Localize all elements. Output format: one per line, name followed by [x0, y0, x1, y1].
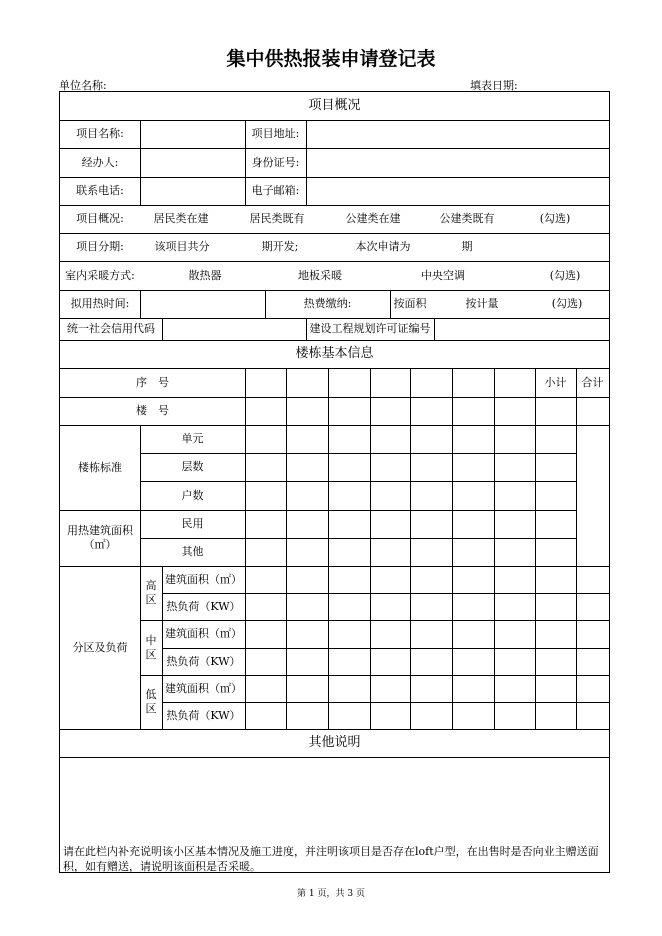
zone-mid-label: 中区	[145, 633, 157, 661]
phase-dev-text: 期开发;	[261, 240, 299, 253]
option-pay-area[interactable]: 按面积	[393, 297, 427, 310]
email-field[interactable]	[306, 177, 609, 205]
option-floor-heating[interactable]: 地板采暖	[298, 268, 342, 282]
permit-no-label: 建设工程规划许可证编号	[309, 322, 431, 335]
registration-form	[59, 91, 610, 873]
mid-area-label: 建筑面积（㎡）	[165, 627, 242, 640]
project-name-label: 项目名称:	[76, 127, 124, 140]
units-label: 单元	[181, 432, 204, 445]
page-footer: 第 1 页，共 3 页	[297, 889, 365, 899]
option-residential-new[interactable]: 居民类在建	[153, 212, 209, 225]
phase-apply-text: 本次申请为	[355, 240, 411, 253]
heating-check-hint: (勾选)	[549, 268, 581, 282]
credit-code-field[interactable]	[162, 318, 306, 340]
zone-low-label: 低区	[145, 688, 157, 715]
other-notes-instruction: 请在此栏内补充说明该小区基本情况及施工进度，并注明该项目是否存在loft户型，在出售时是否向业主赠送面积，如有赠送，请说明该面积是否采暖。	[63, 845, 599, 873]
heating-label: 室内采暖方式:	[65, 268, 135, 282]
seq-label: 序 号	[136, 375, 169, 389]
section-building-info: 楼栋基本信息	[295, 346, 374, 361]
project-address-field[interactable]	[306, 120, 609, 148]
option-central-ac[interactable]: 中央空调	[421, 268, 465, 282]
start-time-field[interactable]	[140, 290, 265, 318]
unit-name-label: 单位名称:	[59, 79, 107, 92]
phone-field[interactable]	[140, 177, 245, 205]
high-load-label: 热负荷（KW）	[166, 599, 241, 613]
credit-code-label: 统一社会信用代码	[67, 322, 155, 335]
option-pay-meter[interactable]: 按计量	[465, 297, 499, 310]
civil-label: 民用	[181, 517, 204, 530]
handler-label: 经办人:	[81, 155, 119, 169]
payment-label: 热费缴纳:	[303, 297, 352, 310]
id-number-label: 身份证号:	[251, 155, 300, 169]
project-name-field[interactable]	[140, 120, 245, 148]
building-no-label: 楼 号	[136, 404, 169, 417]
option-residential-existing[interactable]: 居民类既有	[249, 212, 305, 225]
fill-date-label: 填表日期:	[470, 79, 518, 92]
id-number-field[interactable]	[306, 148, 609, 177]
permit-no-field[interactable]	[434, 318, 609, 340]
check-hint: (勾选)	[539, 212, 571, 225]
low-load-label: 热负荷（KW）	[166, 708, 241, 722]
section-overview: 项目概况	[308, 98, 361, 113]
subtotal-label: 小计	[544, 375, 567, 389]
start-time-label: 拟用热时间:	[70, 297, 130, 310]
phase-label: 项目分期:	[76, 240, 124, 253]
section-other: 其他说明	[308, 735, 361, 750]
option-public-existing[interactable]: 公建类既有	[439, 212, 495, 225]
phase-total-text: 该项目共分	[154, 240, 210, 253]
email-label: 电子邮箱:	[251, 184, 300, 197]
handler-field[interactable]	[140, 148, 245, 177]
project-type-label: 项目概况:	[76, 212, 124, 225]
zones-load-label: 分区及负荷	[72, 640, 128, 654]
project-address-label: 项目地址:	[251, 127, 300, 140]
option-public-new[interactable]: 公建类在建	[345, 212, 401, 225]
households-label: 户数	[181, 488, 204, 502]
phase-unit-text: 期	[461, 240, 473, 253]
zone-high-label: 高区	[145, 579, 157, 606]
high-area-label: 建筑面积（㎡）	[165, 572, 242, 586]
low-area-label: 建筑面积（㎡）	[165, 681, 242, 695]
payment-check-hint: (勾选)	[551, 297, 583, 310]
phone-label: 联系电话:	[76, 184, 124, 197]
floors-label: 层数	[181, 460, 204, 473]
form-title: 集中供热报装申请登记表	[226, 48, 436, 70]
others-label: 其他	[181, 545, 204, 558]
option-radiator[interactable]: 散热器	[188, 268, 222, 282]
heated-area-label: 用热建筑面积（㎡）	[67, 524, 133, 551]
total-label: 合计	[581, 375, 604, 389]
building-standard-label: 楼栋标准	[78, 460, 122, 474]
mid-load-label: 热负荷（KW）	[166, 654, 241, 668]
